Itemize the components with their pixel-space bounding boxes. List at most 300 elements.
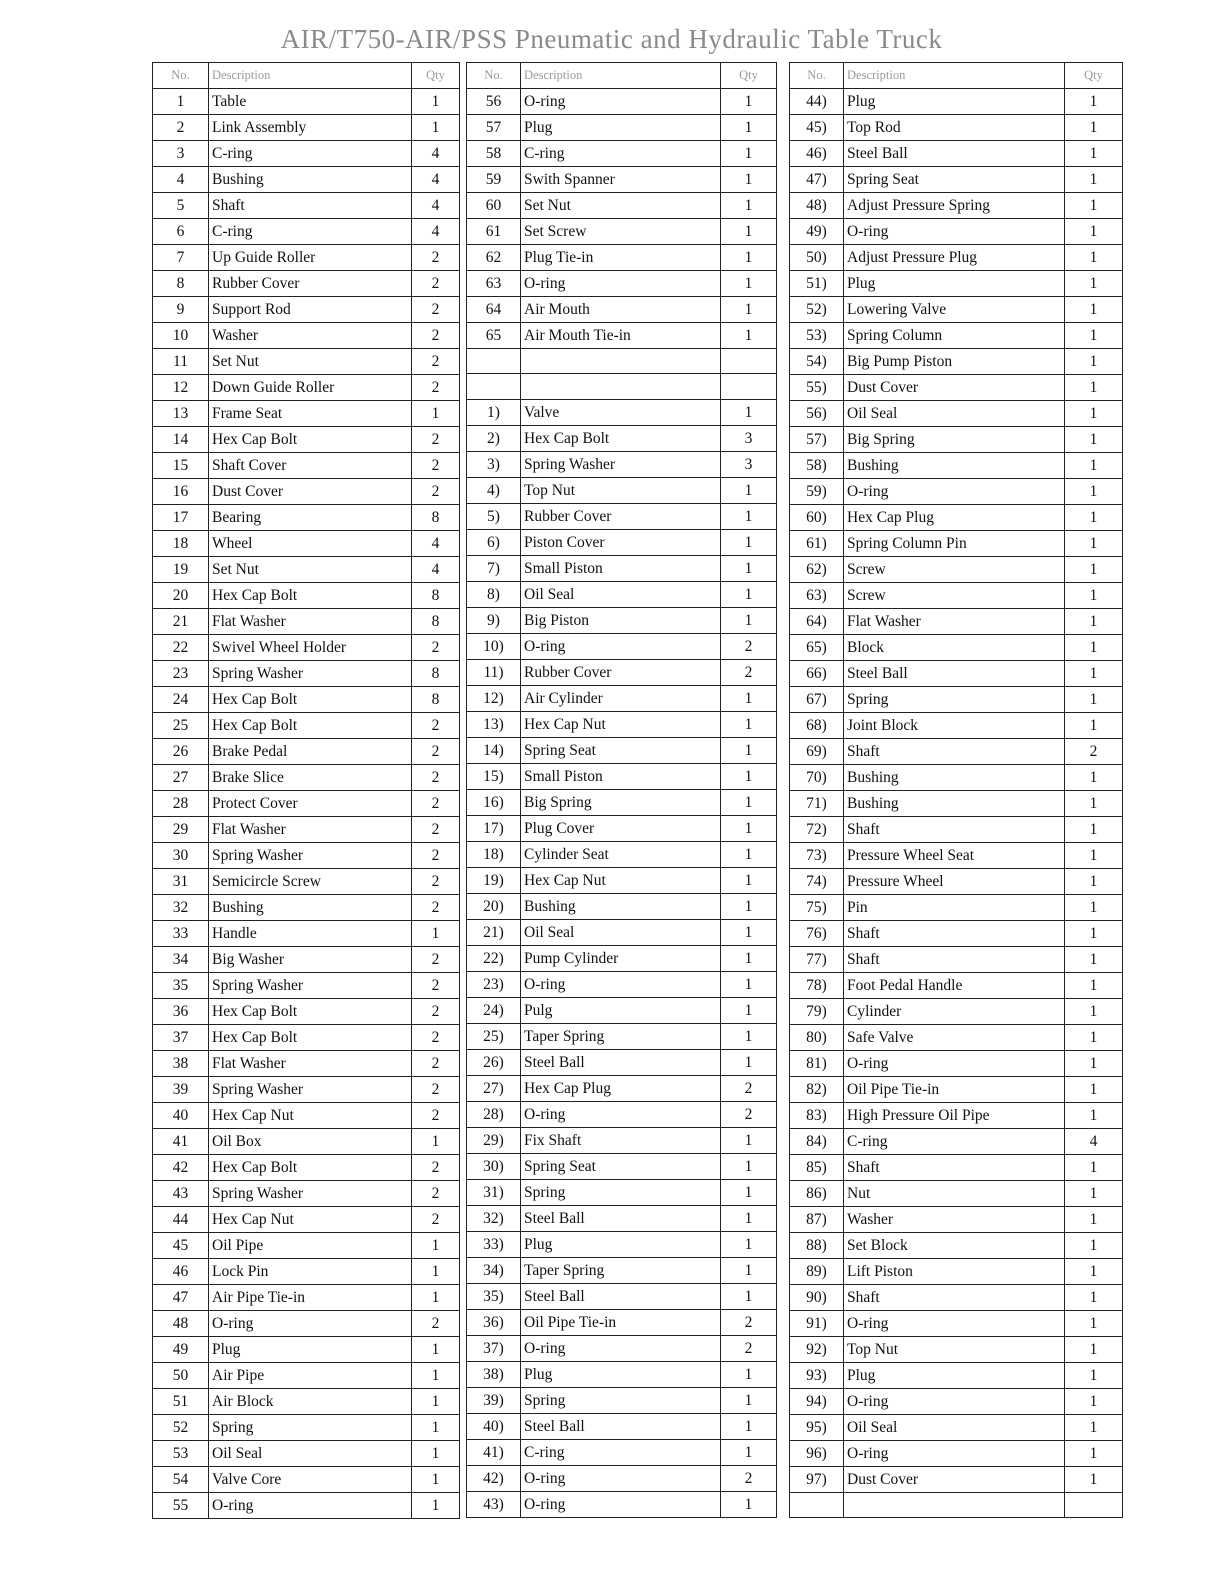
part-qty-cell: 2 bbox=[412, 349, 460, 375]
part-qty-cell: 1 bbox=[721, 1127, 777, 1153]
part-description-cell: C-ring bbox=[521, 141, 721, 167]
table-row bbox=[467, 971, 777, 997]
part-description-cell: Joint Block bbox=[844, 713, 1065, 739]
table-row bbox=[790, 1051, 1123, 1077]
part-description-cell: O-ring bbox=[844, 1441, 1065, 1467]
table-row bbox=[153, 1155, 460, 1181]
part-qty-cell: 1 bbox=[1065, 245, 1123, 271]
part-number-cell: 41 bbox=[153, 1129, 209, 1155]
part-description-cell: Oil Seal bbox=[521, 581, 721, 607]
part-number-cell: 27 bbox=[153, 765, 209, 791]
part-qty-cell: 1 bbox=[1065, 453, 1123, 479]
part-qty-cell: 1 bbox=[1065, 1155, 1123, 1181]
table-header-row bbox=[790, 63, 1123, 89]
part-qty-cell: 1 bbox=[721, 271, 777, 297]
part-number-cell: 39) bbox=[467, 1387, 521, 1413]
part-number-cell: 37) bbox=[467, 1335, 521, 1361]
part-description-cell: Lock Pin bbox=[209, 1259, 412, 1285]
table-row bbox=[790, 427, 1123, 453]
table-row bbox=[467, 1413, 777, 1439]
part-qty-cell: 4 bbox=[412, 557, 460, 583]
part-description-cell: Block bbox=[844, 635, 1065, 661]
part-qty-cell: 1 bbox=[721, 1179, 777, 1205]
part-number-cell: 15) bbox=[467, 763, 521, 789]
table-row bbox=[790, 895, 1123, 921]
part-number-cell: 28) bbox=[467, 1101, 521, 1127]
table-row bbox=[467, 297, 777, 323]
part-number-cell: 2 bbox=[153, 115, 209, 141]
part-qty-cell: 2 bbox=[412, 635, 460, 661]
part-qty-cell: 2 bbox=[412, 1207, 460, 1233]
part-description-cell: Rubber Cover bbox=[521, 659, 721, 685]
part-qty-cell: 1 bbox=[721, 1257, 777, 1283]
table-row bbox=[153, 765, 460, 791]
part-qty-cell: 2 bbox=[721, 1101, 777, 1127]
table-row bbox=[467, 919, 777, 945]
part-description-cell: Link Assembly bbox=[209, 115, 412, 141]
part-qty-cell: 1 bbox=[1065, 427, 1123, 453]
part-description-cell: Spring Column bbox=[844, 323, 1065, 349]
part-description-cell: Steel Ball bbox=[844, 661, 1065, 687]
part-description-cell: Semicircle Screw bbox=[209, 869, 412, 895]
part-number-cell: 40 bbox=[153, 1103, 209, 1129]
table-row bbox=[467, 1101, 777, 1127]
table-row bbox=[153, 245, 460, 271]
part-qty-cell: 1 bbox=[412, 115, 460, 141]
table-row bbox=[467, 425, 777, 451]
table-row bbox=[467, 633, 777, 659]
part-number-cell: 47) bbox=[790, 167, 844, 193]
part-qty-cell: 1 bbox=[1065, 713, 1123, 739]
part-qty-cell: 2 bbox=[412, 791, 460, 817]
part-qty-cell: 1 bbox=[721, 737, 777, 763]
table-row bbox=[790, 921, 1123, 947]
part-qty-cell: 1 bbox=[1065, 843, 1123, 869]
part-description-cell: Spring Seat bbox=[844, 167, 1065, 193]
table-row bbox=[153, 1389, 460, 1415]
table-row bbox=[467, 193, 777, 219]
part-qty-cell: 1 bbox=[1065, 349, 1123, 375]
part-description-cell: Adjust Pressure Plug bbox=[844, 245, 1065, 271]
part-description-cell: Spring Washer bbox=[209, 1077, 412, 1103]
part-qty-cell: 1 bbox=[412, 1493, 460, 1519]
part-description-cell: Big Piston bbox=[521, 607, 721, 633]
table-row bbox=[153, 791, 460, 817]
table-row bbox=[790, 245, 1123, 271]
part-number-cell: 93) bbox=[790, 1363, 844, 1389]
part-number-cell: 64) bbox=[790, 609, 844, 635]
table-row bbox=[467, 893, 777, 919]
part-qty-cell: 2 bbox=[412, 1103, 460, 1129]
part-number-cell: 43 bbox=[153, 1181, 209, 1207]
part-number-cell: 35) bbox=[467, 1283, 521, 1309]
part-description-cell: Handle bbox=[209, 921, 412, 947]
part-number-cell: 83) bbox=[790, 1103, 844, 1129]
part-number-cell: 48 bbox=[153, 1311, 209, 1337]
table-row bbox=[153, 973, 460, 999]
part-description-cell: O-ring bbox=[521, 1465, 721, 1491]
table-row bbox=[153, 1103, 460, 1129]
part-qty-cell: 1 bbox=[721, 141, 777, 167]
part-description-cell: Plug bbox=[844, 89, 1065, 115]
part-qty-cell: 1 bbox=[1065, 219, 1123, 245]
table-row bbox=[153, 1441, 460, 1467]
part-description-cell: Spring Washer bbox=[521, 451, 721, 477]
part-number-cell: 22 bbox=[153, 635, 209, 661]
part-description-cell: O-ring bbox=[844, 1389, 1065, 1415]
part-description-cell: C-ring bbox=[844, 1129, 1065, 1155]
table-row bbox=[790, 1155, 1123, 1181]
part-number-cell: 96) bbox=[790, 1441, 844, 1467]
part-description-cell: Steel Ball bbox=[521, 1283, 721, 1309]
header-qty: Qty bbox=[412, 63, 460, 89]
part-qty-cell: 1 bbox=[1065, 531, 1123, 557]
table-row bbox=[467, 711, 777, 737]
part-qty-cell bbox=[721, 349, 777, 374]
table-row bbox=[790, 1259, 1123, 1285]
part-qty-cell: 2 bbox=[412, 297, 460, 323]
table-row bbox=[153, 349, 460, 375]
part-description-cell: Spring Washer bbox=[209, 661, 412, 687]
part-qty-cell: 4 bbox=[1065, 1129, 1123, 1155]
part-number-cell: 60 bbox=[467, 193, 521, 219]
part-number-cell: 60) bbox=[790, 505, 844, 531]
part-number-cell: 79) bbox=[790, 999, 844, 1025]
table-row bbox=[467, 555, 777, 581]
part-number-cell: 61 bbox=[467, 219, 521, 245]
part-description-cell: Dust Cover bbox=[844, 1467, 1065, 1493]
part-number-cell: 53 bbox=[153, 1441, 209, 1467]
table-row bbox=[790, 999, 1123, 1025]
header-description: Description bbox=[521, 63, 721, 89]
part-qty-cell: 2 bbox=[412, 869, 460, 895]
table-row bbox=[790, 1493, 1123, 1518]
part-description-cell: Hex Cap Plug bbox=[844, 505, 1065, 531]
table-row bbox=[467, 271, 777, 297]
part-description-cell: Oil Seal bbox=[844, 1415, 1065, 1441]
part-number-cell: 20) bbox=[467, 893, 521, 919]
table-row bbox=[153, 219, 460, 245]
table-row bbox=[467, 867, 777, 893]
header-no: No. bbox=[467, 63, 521, 89]
part-qty-cell: 1 bbox=[412, 89, 460, 115]
part-number-cell: 55 bbox=[153, 1493, 209, 1519]
part-qty-cell: 2 bbox=[412, 739, 460, 765]
part-description-cell: Down Guide Roller bbox=[209, 375, 412, 401]
part-description-cell: Oil Seal bbox=[209, 1441, 412, 1467]
part-qty-cell: 1 bbox=[721, 893, 777, 919]
part-number-cell: 47 bbox=[153, 1285, 209, 1311]
part-number-cell: 39 bbox=[153, 1077, 209, 1103]
part-number-cell: 4 bbox=[153, 167, 209, 193]
table-row bbox=[153, 583, 460, 609]
part-description-cell: Spring Washer bbox=[209, 973, 412, 999]
table-row bbox=[467, 607, 777, 633]
part-number-cell: 26 bbox=[153, 739, 209, 765]
part-description-cell: Bushing bbox=[521, 893, 721, 919]
part-qty-cell: 1 bbox=[721, 581, 777, 607]
table-row bbox=[790, 869, 1123, 895]
table-header-row bbox=[153, 63, 460, 89]
part-description-cell: Dust Cover bbox=[844, 375, 1065, 401]
table-row bbox=[467, 89, 777, 115]
part-number-cell: 34) bbox=[467, 1257, 521, 1283]
part-qty-cell: 2 bbox=[1065, 739, 1123, 765]
table-row bbox=[467, 451, 777, 477]
part-description-cell: Big Spring bbox=[844, 427, 1065, 453]
part-number-cell: 92) bbox=[790, 1337, 844, 1363]
table-row bbox=[790, 141, 1123, 167]
table-row bbox=[467, 1179, 777, 1205]
part-qty-cell: 1 bbox=[412, 1389, 460, 1415]
part-description-cell: Hex Cap Bolt bbox=[209, 583, 412, 609]
part-qty-cell: 2 bbox=[412, 1155, 460, 1181]
table-row bbox=[153, 947, 460, 973]
table-row bbox=[153, 1233, 460, 1259]
part-number-cell: 55) bbox=[790, 375, 844, 401]
table-row bbox=[467, 167, 777, 193]
part-qty-cell: 1 bbox=[721, 477, 777, 503]
table-row bbox=[790, 1441, 1123, 1467]
part-description-cell: Shaft bbox=[844, 947, 1065, 973]
part-number-cell: 7 bbox=[153, 245, 209, 271]
table-row bbox=[153, 1051, 460, 1077]
table-row bbox=[467, 1023, 777, 1049]
table-row bbox=[153, 323, 460, 349]
table-row bbox=[790, 1467, 1123, 1493]
part-number-cell: 56) bbox=[790, 401, 844, 427]
part-number-cell: 2) bbox=[467, 425, 521, 451]
part-qty-cell: 1 bbox=[721, 1231, 777, 1257]
part-number-cell: 31 bbox=[153, 869, 209, 895]
part-qty-cell: 1 bbox=[412, 1415, 460, 1441]
part-number-cell: 61) bbox=[790, 531, 844, 557]
part-number-cell: 46 bbox=[153, 1259, 209, 1285]
part-number-cell: 54 bbox=[153, 1467, 209, 1493]
table-row bbox=[467, 323, 777, 349]
part-description-cell: Valve bbox=[521, 399, 721, 425]
part-number-cell: 59) bbox=[790, 479, 844, 505]
part-number-cell: 24) bbox=[467, 997, 521, 1023]
part-number-cell: 30) bbox=[467, 1153, 521, 1179]
part-qty-cell: 1 bbox=[1065, 1207, 1123, 1233]
part-number-cell: 51 bbox=[153, 1389, 209, 1415]
part-qty-cell: 1 bbox=[721, 971, 777, 997]
part-number-cell: 78) bbox=[790, 973, 844, 999]
part-number-cell: 57 bbox=[467, 115, 521, 141]
table-row bbox=[153, 661, 460, 687]
part-qty-cell: 1 bbox=[1065, 297, 1123, 323]
part-qty-cell: 1 bbox=[1065, 583, 1123, 609]
part-qty-cell: 1 bbox=[1065, 1233, 1123, 1259]
part-number-cell: 66) bbox=[790, 661, 844, 687]
part-description-cell: Cylinder Seat bbox=[521, 841, 721, 867]
part-qty-cell: 1 bbox=[1065, 869, 1123, 895]
part-number-cell: 13 bbox=[153, 401, 209, 427]
part-qty-cell: 1 bbox=[721, 1439, 777, 1465]
part-number-cell: 14) bbox=[467, 737, 521, 763]
part-qty-cell: 1 bbox=[1065, 947, 1123, 973]
part-qty-cell: 1 bbox=[721, 1023, 777, 1049]
part-qty-cell: 1 bbox=[1065, 167, 1123, 193]
part-qty-cell: 1 bbox=[721, 1413, 777, 1439]
part-number-cell: 19 bbox=[153, 557, 209, 583]
part-number-cell: 14 bbox=[153, 427, 209, 453]
part-number-cell: 16) bbox=[467, 789, 521, 815]
part-qty-cell: 4 bbox=[412, 167, 460, 193]
part-number-cell: 27) bbox=[467, 1075, 521, 1101]
part-qty-cell: 1 bbox=[1065, 895, 1123, 921]
part-number-cell: 52) bbox=[790, 297, 844, 323]
part-qty-cell: 1 bbox=[1065, 999, 1123, 1025]
table-row bbox=[467, 737, 777, 763]
part-number-cell: 12 bbox=[153, 375, 209, 401]
part-number-cell bbox=[467, 374, 521, 399]
part-description-cell: Valve Core bbox=[209, 1467, 412, 1493]
part-number-cell: 1) bbox=[467, 399, 521, 425]
document-title: AIR/T750-AIR/PSS Pneumatic and Hydraulic Table Truck bbox=[280, 24, 943, 54]
part-number-cell: 72) bbox=[790, 817, 844, 843]
table-row bbox=[790, 791, 1123, 817]
part-description-cell: Bushing bbox=[844, 453, 1065, 479]
part-number-cell: 80) bbox=[790, 1025, 844, 1051]
table-row bbox=[790, 817, 1123, 843]
part-number-cell: 9) bbox=[467, 607, 521, 633]
part-number-cell: 8) bbox=[467, 581, 521, 607]
part-number-cell: 58 bbox=[467, 141, 521, 167]
part-qty-cell: 1 bbox=[721, 1491, 777, 1517]
part-description-cell: Hex Cap Nut bbox=[521, 711, 721, 737]
part-qty-cell: 1 bbox=[412, 1467, 460, 1493]
part-description-cell: Air Mouth bbox=[521, 297, 721, 323]
part-description-cell: Flat Washer bbox=[209, 609, 412, 635]
part-qty-cell: 2 bbox=[412, 323, 460, 349]
part-description-cell: Rubber Cover bbox=[521, 503, 721, 529]
part-number-cell: 34 bbox=[153, 947, 209, 973]
part-description-cell: Hex Cap Bolt bbox=[209, 999, 412, 1025]
part-number-cell: 82) bbox=[790, 1077, 844, 1103]
part-qty-cell: 2 bbox=[721, 1075, 777, 1101]
part-qty-cell: 1 bbox=[1065, 193, 1123, 219]
part-description-cell: O-ring bbox=[209, 1311, 412, 1337]
part-qty-cell: 1 bbox=[721, 245, 777, 271]
table-row bbox=[153, 1415, 460, 1441]
table-row bbox=[467, 1283, 777, 1309]
part-number-cell: 18 bbox=[153, 531, 209, 557]
part-number-cell: 63) bbox=[790, 583, 844, 609]
part-description-cell: Top Nut bbox=[521, 477, 721, 503]
table-row bbox=[467, 141, 777, 167]
part-qty-cell: 1 bbox=[412, 401, 460, 427]
part-description-cell: Hex Cap Bolt bbox=[209, 687, 412, 713]
table-row bbox=[153, 89, 460, 115]
part-qty-cell: 1 bbox=[721, 607, 777, 633]
part-number-cell: 70) bbox=[790, 765, 844, 791]
part-number-cell: 9 bbox=[153, 297, 209, 323]
parts-table-2 bbox=[466, 62, 777, 1518]
part-description-cell: C-ring bbox=[209, 219, 412, 245]
part-description-cell: Big Spring bbox=[521, 789, 721, 815]
part-qty-cell: 1 bbox=[721, 1283, 777, 1309]
part-description-cell: Plug bbox=[521, 1361, 721, 1387]
part-description-cell: Shaft bbox=[844, 817, 1065, 843]
table-row bbox=[790, 1415, 1123, 1441]
part-number-cell: 23 bbox=[153, 661, 209, 687]
part-description-cell: Hex Cap Nut bbox=[521, 867, 721, 893]
part-qty-cell: 1 bbox=[1065, 1311, 1123, 1337]
table-row bbox=[467, 763, 777, 789]
part-description-cell: Plug bbox=[521, 115, 721, 141]
part-qty-cell: 4 bbox=[412, 219, 460, 245]
table-row bbox=[153, 297, 460, 323]
table-row bbox=[790, 713, 1123, 739]
part-description-cell: Air Cylinder bbox=[521, 685, 721, 711]
part-number-cell: 57) bbox=[790, 427, 844, 453]
part-description-cell: O-ring bbox=[844, 219, 1065, 245]
part-number-cell: 67) bbox=[790, 687, 844, 713]
part-description-cell: Shaft bbox=[844, 1285, 1065, 1311]
part-qty-cell: 1 bbox=[721, 841, 777, 867]
part-description-cell: Steel Ball bbox=[521, 1049, 721, 1075]
part-qty-cell: 1 bbox=[412, 1233, 460, 1259]
part-description-cell: Oil Seal bbox=[521, 919, 721, 945]
part-qty-cell: 2 bbox=[721, 633, 777, 659]
table-row bbox=[153, 635, 460, 661]
part-qty-cell: 2 bbox=[412, 947, 460, 973]
part-description-cell: Small Piston bbox=[521, 763, 721, 789]
part-number-cell: 29 bbox=[153, 817, 209, 843]
table-row bbox=[790, 739, 1123, 765]
part-qty-cell: 1 bbox=[1065, 817, 1123, 843]
part-description-cell: Hex Cap Nut bbox=[209, 1103, 412, 1129]
part-qty-cell: 1 bbox=[1065, 1389, 1123, 1415]
part-qty-cell: 1 bbox=[1065, 1181, 1123, 1207]
table-row bbox=[467, 815, 777, 841]
part-description-cell: Spring bbox=[844, 687, 1065, 713]
header-description: Description bbox=[844, 63, 1065, 89]
table-row bbox=[467, 1205, 777, 1231]
part-qty-cell: 4 bbox=[412, 193, 460, 219]
table-row bbox=[790, 1103, 1123, 1129]
part-description-cell: Bushing bbox=[209, 167, 412, 193]
part-number-cell: 64 bbox=[467, 297, 521, 323]
part-description-cell: Spring bbox=[209, 1415, 412, 1441]
part-qty-cell: 1 bbox=[1065, 765, 1123, 791]
part-qty-cell: 1 bbox=[1065, 505, 1123, 531]
table-row bbox=[790, 375, 1123, 401]
part-description-cell: O-ring bbox=[521, 89, 721, 115]
part-qty-cell: 1 bbox=[1065, 479, 1123, 505]
part-description-cell: Wheel bbox=[209, 531, 412, 557]
part-number-cell: 24 bbox=[153, 687, 209, 713]
part-qty-cell: 1 bbox=[1065, 1441, 1123, 1467]
part-number-cell: 29) bbox=[467, 1127, 521, 1153]
part-description-cell: Screw bbox=[844, 557, 1065, 583]
table-row bbox=[153, 505, 460, 531]
part-description-cell: Air Block bbox=[209, 1389, 412, 1415]
table-row bbox=[467, 945, 777, 971]
part-number-cell: 48) bbox=[790, 193, 844, 219]
part-qty-cell: 2 bbox=[721, 1465, 777, 1491]
table-row bbox=[467, 1491, 777, 1517]
part-number-cell: 37 bbox=[153, 1025, 209, 1051]
part-number-cell: 41) bbox=[467, 1439, 521, 1465]
part-description-cell bbox=[521, 374, 721, 399]
table-row bbox=[153, 531, 460, 557]
part-description-cell: Hex Cap Bolt bbox=[521, 425, 721, 451]
part-qty-cell: 2 bbox=[412, 245, 460, 271]
part-qty-cell: 2 bbox=[412, 713, 460, 739]
